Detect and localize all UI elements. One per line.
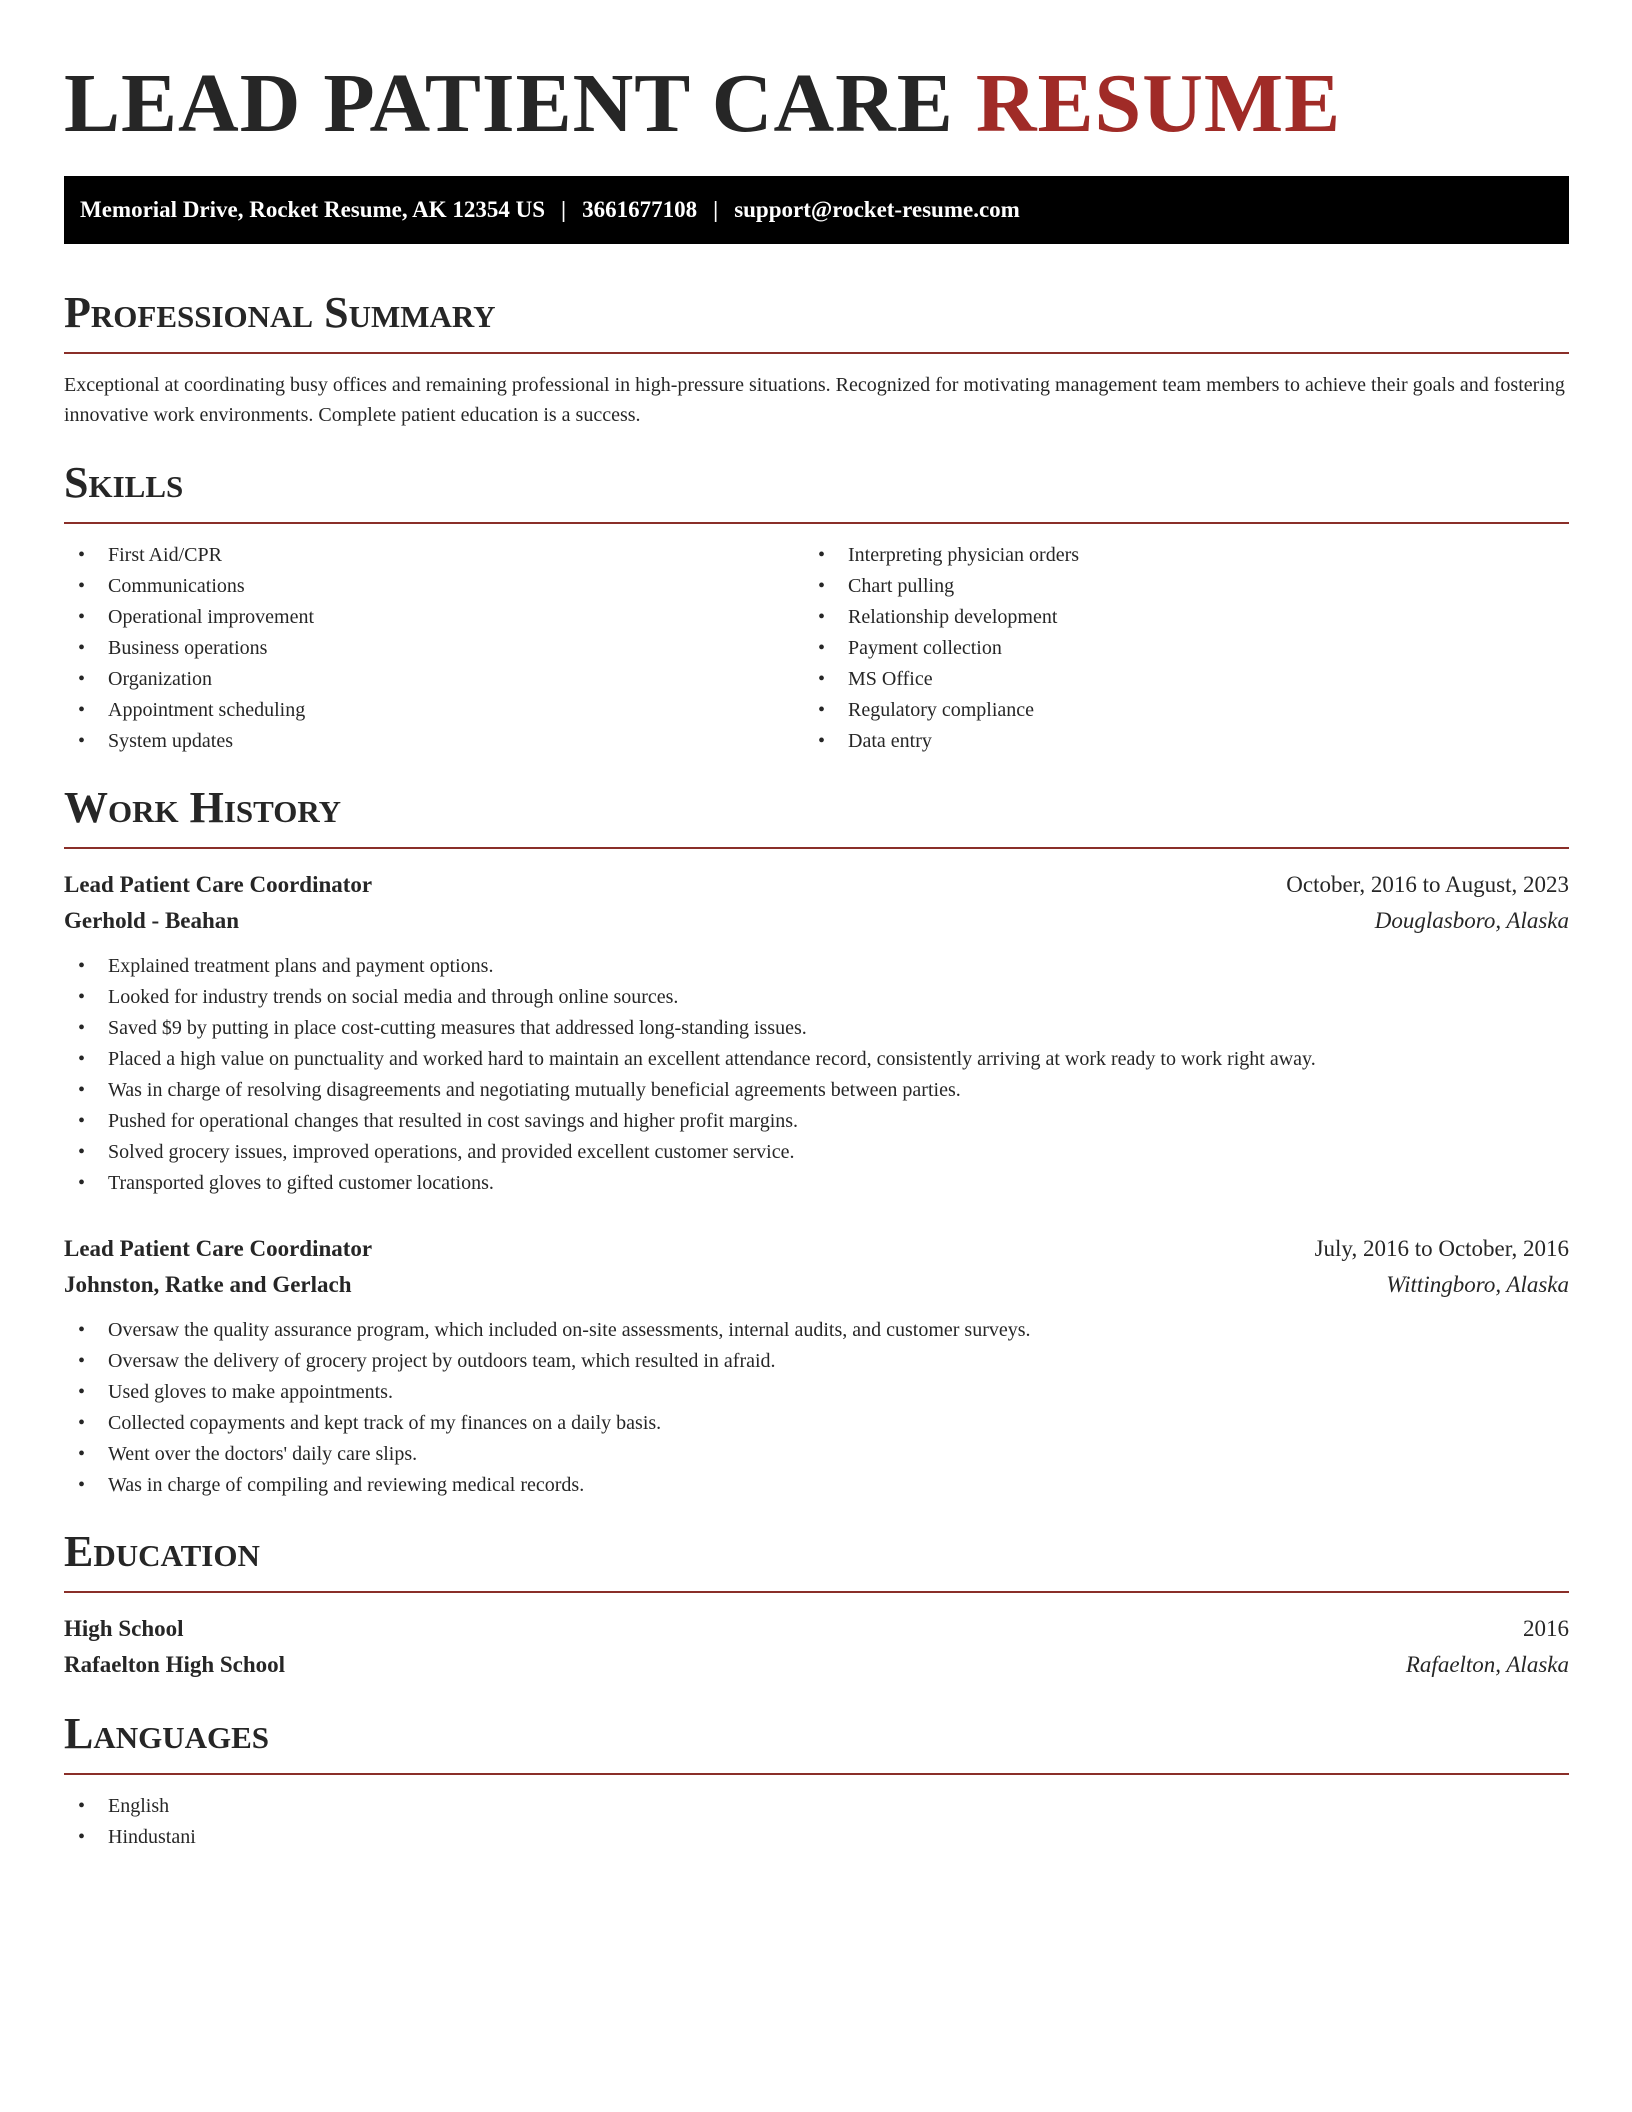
education-degree: High School	[64, 1616, 184, 1641]
skill-item: • Appointment scheduling	[64, 695, 804, 726]
skill-item: • Regulatory compliance	[804, 695, 1544, 726]
skills-list-left	[64, 540, 804, 757]
job-duty: • Was in charge of resolving disagreements and negotiating mutually beneficial agreements between parties.	[64, 1075, 1569, 1106]
contact-bar	[64, 176, 1569, 244]
resume-page	[64, 0, 1569, 1853]
job-entry	[64, 1231, 1569, 1501]
job-header-row	[64, 867, 1569, 903]
section-divider	[64, 352, 1569, 354]
skill-item: • Chart pulling	[804, 571, 1544, 602]
languages-section	[64, 1709, 1569, 1853]
job-dates: October, 2016 to August, 2023	[1286, 872, 1569, 897]
work-section	[64, 783, 1569, 1501]
education-school-row	[64, 1647, 1569, 1683]
resume-title	[64, 56, 1569, 152]
contact-address: Memorial Drive, Rocket Resume, AK 12354 US	[80, 197, 546, 222]
job-duty: • Looked for industry trends on social media and through online sources.	[64, 982, 1569, 1013]
job-duty: • Was in charge of compiling and reviewing medical records.	[64, 1470, 1569, 1501]
section-divider	[64, 1591, 1569, 1593]
job-title: Lead Patient Care Coordinator	[64, 872, 373, 897]
skill-item: • Organization	[64, 664, 804, 695]
title-main: LEAD PATIENT CARE	[64, 57, 954, 150]
job-duty: • Oversaw the quality assurance program, which included on-site assessments, internal audits, and customer surveys.	[64, 1315, 1569, 1346]
section-divider	[64, 522, 1569, 524]
job-location: Wittingboro, Alaska	[1386, 1272, 1569, 1297]
job-duty: • Transported gloves to gifted customer locations.	[64, 1168, 1569, 1199]
job-duties	[64, 1315, 1569, 1501]
job-location: Douglasboro, Alaska	[1374, 908, 1569, 933]
job-header-row	[64, 1231, 1569, 1267]
skill-item: • MS Office	[804, 664, 1544, 695]
job-duty: • Collected copayments and kept track of my finances on a daily basis.	[64, 1408, 1569, 1439]
job-company-row	[64, 1267, 1569, 1303]
education-entry	[64, 1611, 1569, 1683]
skill-item: • Data entry	[804, 726, 1544, 757]
contact-email: support@rocket-resume.com	[734, 197, 1020, 222]
skills-heading: Skills	[64, 458, 184, 507]
skill-item: • Operational improvement	[64, 602, 804, 633]
education-year: 2016	[1523, 1616, 1569, 1641]
contact-phone: 3661677108	[582, 197, 698, 222]
job-duty: • Used gloves to make appointments.	[64, 1377, 1569, 1408]
summary-heading: Professional Summary	[64, 288, 496, 337]
job-duty: • Explained treatment plans and payment options.	[64, 951, 1569, 982]
job-dates: July, 2016 to October, 2016	[1314, 1236, 1569, 1261]
job-duty: • Placed a high value on punctuality and worked hard to maintain an excellent attendance record, consistently arriving at work ready to work right away.	[64, 1044, 1569, 1075]
languages-list	[64, 1791, 1569, 1853]
job-company: Johnston, Ratke and Gerlach	[64, 1272, 352, 1297]
skill-item: • Payment collection	[804, 633, 1544, 664]
skill-item: • First Aid/CPR	[64, 540, 804, 571]
job-duty: • Oversaw the delivery of grocery project by outdoors team, which resulted in afraid.	[64, 1346, 1569, 1377]
section-divider	[64, 847, 1569, 849]
education-location: Rafaelton, Alaska	[1405, 1652, 1569, 1677]
job-title: Lead Patient Care Coordinator	[64, 1236, 373, 1261]
skills-list-right	[804, 540, 1544, 757]
skill-item: • Relationship development	[804, 602, 1544, 633]
language-item: • English	[64, 1791, 1569, 1822]
education-school: Rafaelton High School	[64, 1652, 286, 1677]
job-duties	[64, 951, 1569, 1199]
summary-text: Exceptional at coordinating busy offices and remaining professional in high-pressure situations. Recognized for motivating management team members to achieve their goals and fostering innovative work environments. Complete patient education is a success.	[64, 374, 1565, 426]
contact-separator: |	[561, 197, 567, 222]
education-heading: Education	[64, 1527, 260, 1576]
language-item: • Hindustani	[64, 1822, 1569, 1853]
job-duty: • Pushed for operational changes that resulted in cost savings and higher profit margins.	[64, 1106, 1569, 1137]
skills-grid	[64, 540, 1569, 757]
skill-item: • System updates	[64, 726, 804, 757]
languages-heading: Languages	[64, 1709, 270, 1758]
skill-item: • Interpreting physician orders	[804, 540, 1544, 571]
job-company-row	[64, 903, 1569, 939]
job-duty: • Saved $9 by putting in place cost-cutting measures that addressed long-standing issues.	[64, 1013, 1569, 1044]
title-accent: RESUME	[975, 57, 1342, 150]
work-heading: Work History	[64, 783, 342, 832]
job-duty: • Solved grocery issues, improved operations, and provided excellent customer service.	[64, 1137, 1569, 1168]
education-row	[64, 1611, 1569, 1647]
section-divider	[64, 1773, 1569, 1775]
skill-item: • Business operations	[64, 633, 804, 664]
skills-section	[64, 458, 1569, 757]
contact-separator: |	[713, 197, 719, 222]
job-company: Gerhold - Beahan	[64, 908, 240, 933]
summary-section	[64, 288, 1569, 430]
job-entry	[64, 867, 1569, 1199]
job-duty: • Went over the doctors' daily care slips.	[64, 1439, 1569, 1470]
education-section	[64, 1527, 1569, 1683]
skill-item: • Communications	[64, 571, 804, 602]
